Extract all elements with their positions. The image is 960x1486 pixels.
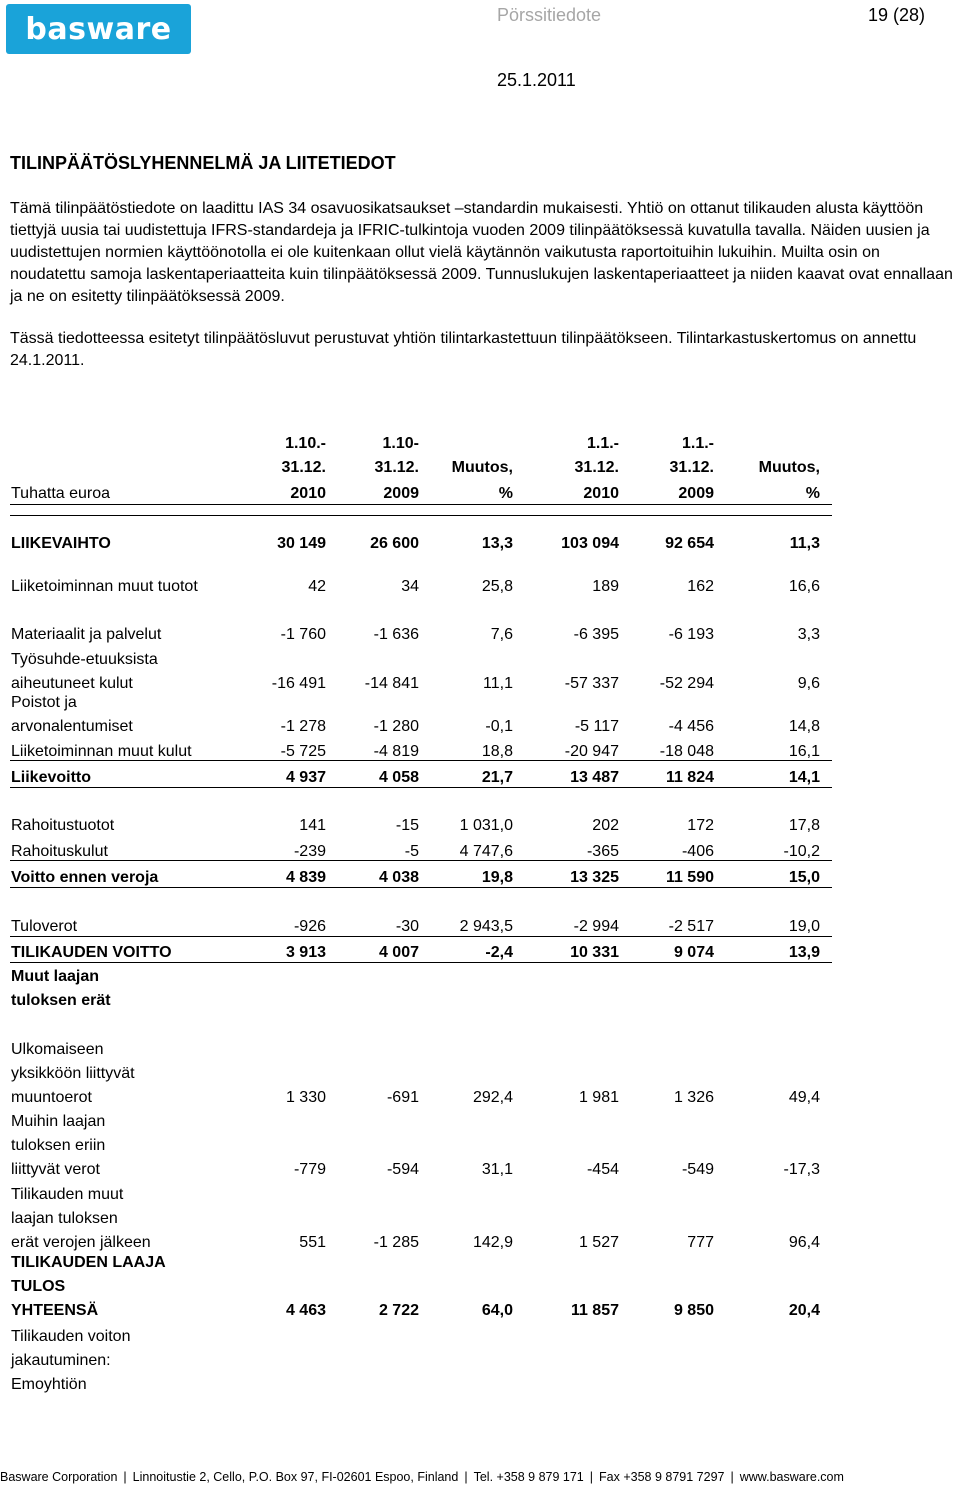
table-cell: -30 xyxy=(395,918,419,935)
row-label: laajan tuloksen xyxy=(11,1210,118,1227)
row-label: Tilikauden muut xyxy=(11,1186,124,1203)
table-cell: 4 463 xyxy=(285,1302,326,1319)
table-cell: 9,6 xyxy=(797,675,820,692)
table-cell: 15,0 xyxy=(788,869,820,886)
table-cell: -6 193 xyxy=(668,626,714,643)
table-cell: -4 819 xyxy=(373,743,419,760)
table-cell: 1 330 xyxy=(285,1089,326,1106)
column-header: Muutos, xyxy=(451,459,513,476)
table-cell: 49,4 xyxy=(788,1089,820,1106)
table-cell: 4 839 xyxy=(285,869,326,886)
table-cell: -5 725 xyxy=(280,743,326,760)
table-cell: 13,9 xyxy=(788,944,820,961)
row-label: Liiketoiminnan muut tuotot xyxy=(11,578,198,595)
footer-separator: | xyxy=(464,1470,468,1484)
table-cell: -454 xyxy=(586,1161,619,1178)
table-cell: 92 654 xyxy=(665,535,714,552)
table-cell: -0,1 xyxy=(485,718,513,735)
page-footer xyxy=(0,1470,960,1484)
document-type: Pörssitiedote xyxy=(497,5,602,25)
table-cell: 34 xyxy=(401,578,419,595)
logo-text: basware xyxy=(25,11,172,47)
table-cell: -1 280 xyxy=(373,718,419,735)
table-cell: 9 850 xyxy=(673,1302,714,1319)
table-cell: 1 326 xyxy=(673,1089,714,1106)
row-label: Työsuhde-etuuksista xyxy=(11,651,158,668)
column-header: 31.12. xyxy=(374,459,419,476)
row-label: TILIKAUDEN LAAJA xyxy=(11,1254,166,1271)
table-cell: 292,4 xyxy=(472,1089,513,1106)
column-header: 1.10- xyxy=(382,435,419,452)
table-cell: -2,4 xyxy=(485,944,513,961)
table-cell: -1 636 xyxy=(373,626,419,643)
row-label: jakautuminen: xyxy=(11,1352,111,1369)
row-label: Ulkomaiseen xyxy=(11,1041,104,1058)
table-cell: -779 xyxy=(293,1161,326,1178)
row-label: arvonalentumiset xyxy=(11,718,133,735)
table-cell: -926 xyxy=(293,918,326,935)
table-cell: 42 xyxy=(308,578,326,595)
table-cell: -2 517 xyxy=(668,918,714,935)
table-cell: 14,8 xyxy=(788,718,820,735)
unit-label: Tuhatta euroa xyxy=(11,485,111,502)
column-header: 1.1.- xyxy=(681,435,714,452)
row-label: liittyvät verot xyxy=(11,1161,100,1178)
row-label: Materiaalit ja palvelut xyxy=(11,626,162,643)
column-header: 2010 xyxy=(583,485,619,502)
row-label: erät verojen jälkeen xyxy=(11,1234,151,1251)
column-header: Muutos, xyxy=(758,459,820,476)
table-cell: -365 xyxy=(586,843,619,860)
table-cell: 551 xyxy=(299,1234,326,1251)
row-label: LIIKEVAIHTO xyxy=(11,535,111,552)
table-cell: 25,8 xyxy=(481,578,513,595)
row-label: Muut laajan xyxy=(11,968,100,985)
table-cell: 1 031,0 xyxy=(459,817,513,834)
table-cell: 64,0 xyxy=(481,1302,513,1319)
table-cell: -18 048 xyxy=(659,743,714,760)
row-label: tuloksen erät xyxy=(11,992,111,1009)
table-cell: 30 149 xyxy=(277,535,326,552)
page-number: 19 (28) xyxy=(868,5,926,25)
row-label: Voitto ennen veroja xyxy=(11,869,159,886)
table-cell: 172 xyxy=(687,817,714,834)
table-cell: -239 xyxy=(293,843,326,860)
table-cell: 19,0 xyxy=(788,918,820,935)
table-cell: -15 xyxy=(395,817,419,834)
table-cell: 31,1 xyxy=(481,1161,513,1178)
table-cell: 3 913 xyxy=(285,944,326,961)
column-header: 31.12. xyxy=(574,459,619,476)
footer-item: Fax +358 9 8791 7297 xyxy=(599,1470,725,1484)
table-cell: -10,2 xyxy=(783,843,820,860)
table-cell: 7,6 xyxy=(490,626,513,643)
column-header: 31.12. xyxy=(669,459,714,476)
table-cell: -2 994 xyxy=(573,918,619,935)
table-cell: 189 xyxy=(592,578,619,595)
column-header: 31.12. xyxy=(281,459,326,476)
table-cell: 2 722 xyxy=(378,1302,419,1319)
document-date: 25.1.2011 xyxy=(497,70,576,90)
table-cell: 11,3 xyxy=(789,535,820,552)
column-header: 1.1.- xyxy=(586,435,619,452)
table-cell: 14,1 xyxy=(788,769,820,786)
table-cell: 9 074 xyxy=(673,944,714,961)
table-cell: -17,3 xyxy=(783,1161,820,1178)
table-cell: 4 747,6 xyxy=(459,843,513,860)
table-cell: -14 841 xyxy=(364,675,419,692)
table-cell: 21,7 xyxy=(481,769,513,786)
table-cell: 4 038 xyxy=(378,869,419,886)
row-label: Emoyhtiön xyxy=(11,1376,87,1393)
audit-paragraph: Tässä tiedotteessa esitetyt tilinpäätösluvut perustuvat yhtiön tilintarkastettuun tilinpäätökseen. Tilintarkastuskertomus on annettu 24.1.2011. xyxy=(10,330,917,369)
table-cell: -1 760 xyxy=(280,626,326,643)
table-cell: 4 937 xyxy=(285,769,326,786)
table-cell: 11 857 xyxy=(570,1302,619,1319)
column-header: % xyxy=(805,485,820,502)
column-header: 2009 xyxy=(383,485,419,502)
table-cell: 13 487 xyxy=(570,769,619,786)
table-cell: 11 590 xyxy=(665,869,714,886)
table-cell: -1 278 xyxy=(280,718,326,735)
table-cell: 142,9 xyxy=(472,1234,513,1251)
row-label: YHTEENSÄ xyxy=(11,1302,99,1319)
row-label: aiheutuneet kulut xyxy=(11,675,133,692)
table-cell: -52 294 xyxy=(659,675,714,692)
table-rule xyxy=(10,787,832,788)
row-label: Liikevoitto xyxy=(11,769,92,786)
table-cell: 18,8 xyxy=(481,743,513,760)
table-rule xyxy=(10,760,832,761)
column-header: 2010 xyxy=(290,485,326,502)
footer-separator: | xyxy=(730,1470,734,1484)
table-cell: -594 xyxy=(386,1161,419,1178)
table-cell: 202 xyxy=(592,817,619,834)
table-cell: -57 337 xyxy=(564,675,619,692)
table-cell: -16 491 xyxy=(271,675,326,692)
table-cell: 10 331 xyxy=(570,944,619,961)
table-cell: 162 xyxy=(687,578,714,595)
table-cell: -4 456 xyxy=(668,718,714,735)
table-cell: 96,4 xyxy=(788,1234,820,1251)
table-rule xyxy=(10,860,832,861)
row-label: Tuloverot xyxy=(11,918,78,935)
table-cell: -1 285 xyxy=(373,1234,419,1251)
table-cell: 16,6 xyxy=(788,578,820,595)
table-cell: 2 943,5 xyxy=(459,918,513,935)
table-cell: 3,3 xyxy=(797,626,820,643)
table-cell: -20 947 xyxy=(564,743,619,760)
table-cell: 16,1 xyxy=(788,743,820,760)
column-header: % xyxy=(498,485,513,502)
table-rule xyxy=(10,887,832,888)
table-cell: -691 xyxy=(386,1089,419,1106)
footer-item: Tel. +358 9 879 171 xyxy=(473,1470,584,1484)
footer-item: Linnoitustie 2, Cello, P.O. Box 97, FI-02601 Espoo, Finland xyxy=(132,1470,459,1484)
column-header: 2009 xyxy=(678,485,714,502)
income-statement-table xyxy=(10,0,832,1486)
table-cell: -6 395 xyxy=(573,626,619,643)
table-cell: 1 981 xyxy=(578,1089,619,1106)
table-cell: -549 xyxy=(681,1161,714,1178)
row-label: yksikköön liittyvät xyxy=(11,1065,135,1082)
row-label: Rahoitustuotot xyxy=(11,817,115,834)
table-rule xyxy=(10,962,832,963)
table-cell: 141 xyxy=(299,817,326,834)
footer-item: www.basware.com xyxy=(739,1470,844,1484)
row-label: Liiketoiminnan muut kulut xyxy=(11,743,192,760)
footer-separator: | xyxy=(123,1470,127,1484)
row-label: Muihin laajan xyxy=(11,1113,106,1130)
table-cell: 13,3 xyxy=(481,535,513,552)
table-cell: 26 600 xyxy=(370,535,419,552)
table-cell: 11,1 xyxy=(483,675,513,692)
table-cell: -406 xyxy=(681,843,714,860)
section-heading: TILINPÄÄTÖSLYHENNELMÄ JA LIITETIEDOT xyxy=(10,153,396,173)
table-rule xyxy=(10,515,832,516)
row-label: tuloksen eriin xyxy=(11,1137,106,1154)
footer-item: Basware Corporation xyxy=(0,1470,118,1484)
row-label: muuntoerot xyxy=(11,1089,92,1106)
table-cell: 20,4 xyxy=(788,1302,820,1319)
table-cell: -5 xyxy=(404,843,419,860)
table-rule xyxy=(10,504,832,505)
table-rule xyxy=(10,936,832,937)
row-label: TULOS xyxy=(11,1278,66,1295)
table-cell: 17,8 xyxy=(788,817,820,834)
footer-separator: | xyxy=(589,1470,594,1484)
table-cell: 4 058 xyxy=(378,769,419,786)
table-cell: 4 007 xyxy=(378,944,419,961)
table-cell: -5 117 xyxy=(574,718,619,735)
table-cell: 103 094 xyxy=(561,535,619,552)
table-cell: 19,8 xyxy=(481,869,513,886)
intro-paragraph: Tämä tilinpäätöstiedote on laadittu IAS 34 osavuosikatsaukset –standardin mukaisesti. Yhtiö on ottanut tilikauden alusta käyttöön tiettyjä uusia tai uudistettuja IFRS-standardeja ja IFRIC-tulkintoja vuoden 2009 tilinpäätöksessä kuvatulla tavalla. Näiden uusien ja uudistettujen normien käyttöönotolla ei ole kuitenkaan ollut vielä käytännön vaikutusta raportoituihin lukuihin. Muilta osin on noudatettu samoja laskentaperiaatteita kuin tilinpäätöksessä 2009. Tunnuslukujen laskentaperiaatteet ja niiden kaavat ovat ennallaan ja ne on esitetty tilinpäätöksessä 2009. xyxy=(10,200,953,305)
table-cell: 1 527 xyxy=(578,1234,619,1251)
table-cell: 13 325 xyxy=(570,869,619,886)
row-label: Tilikauden voiton xyxy=(11,1328,131,1345)
row-label: Rahoituskulut xyxy=(11,843,108,860)
table-cell: 777 xyxy=(687,1234,714,1251)
row-label: TILIKAUDEN VOITTO xyxy=(11,944,172,961)
row-label: Poistot ja xyxy=(11,694,77,711)
table-cell: 11 824 xyxy=(665,769,714,786)
column-header: 1.10.- xyxy=(285,435,326,452)
